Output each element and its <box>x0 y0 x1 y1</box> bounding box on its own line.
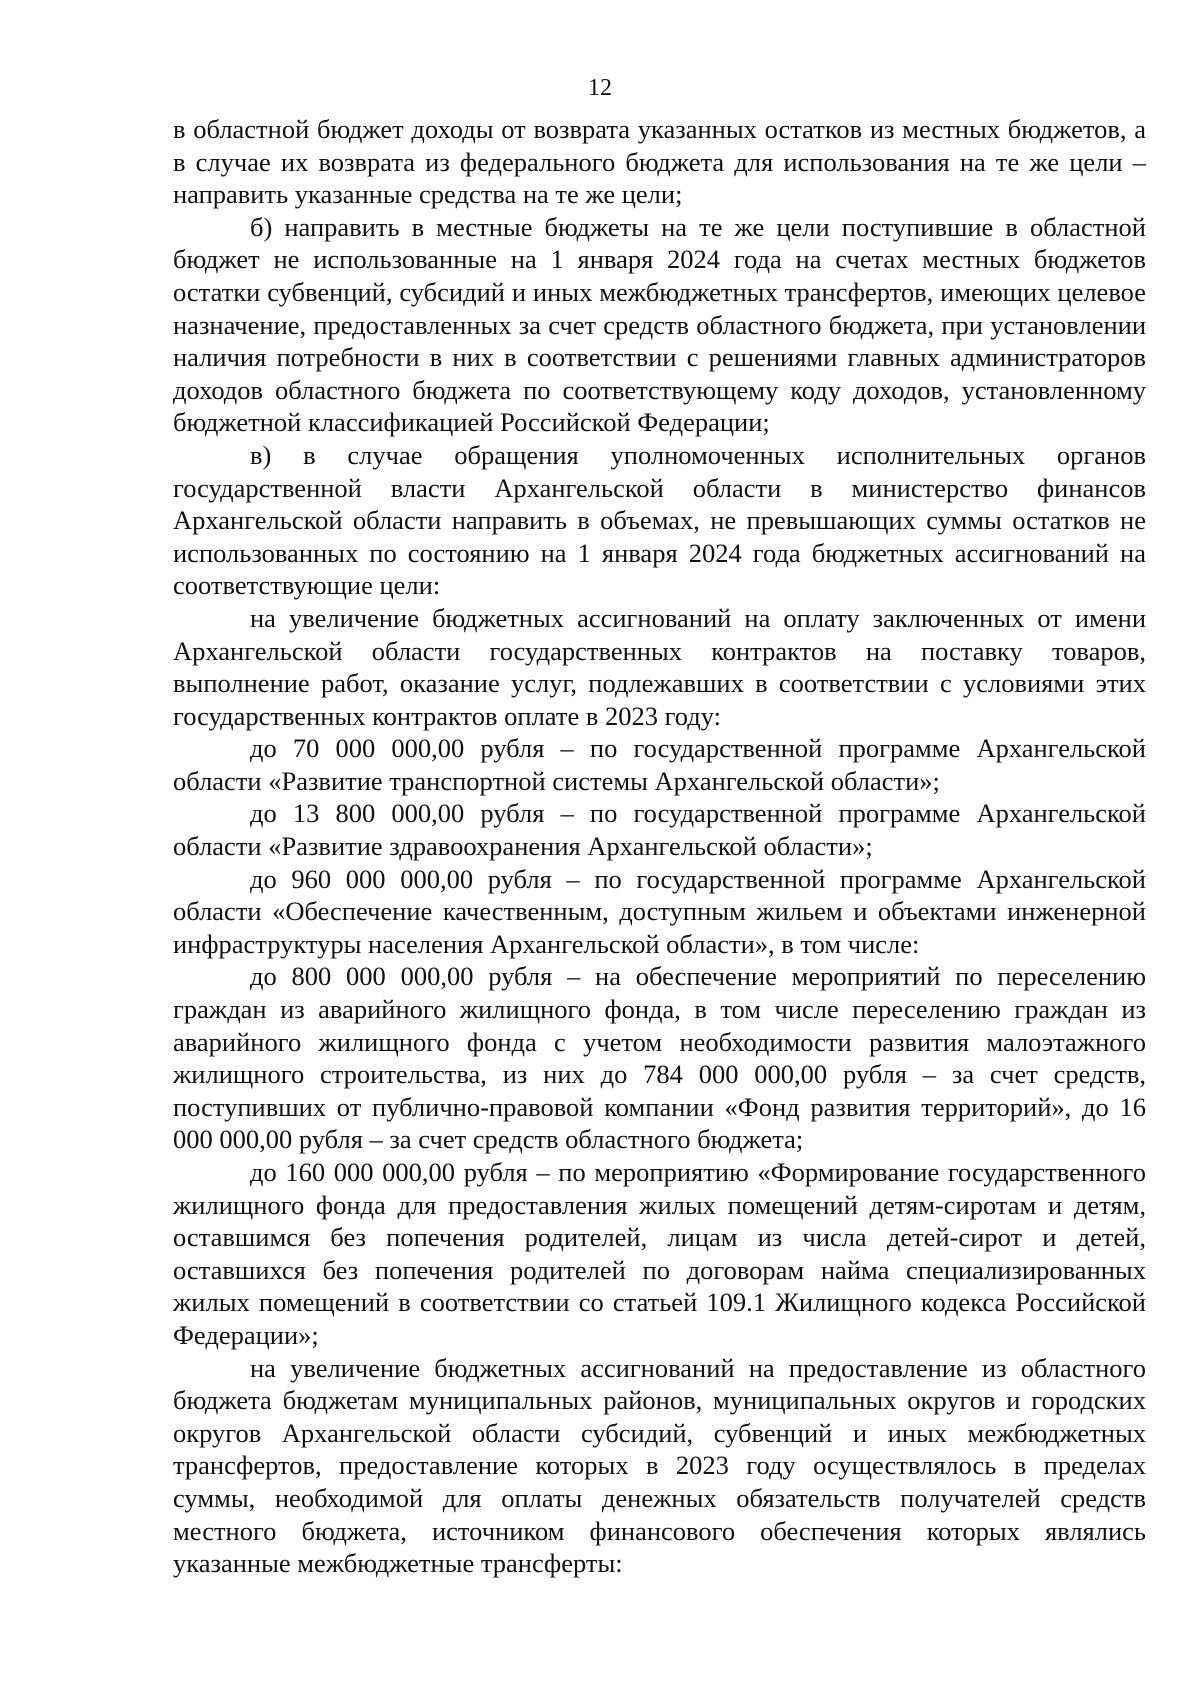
paragraph-transport: до 70 000 000,00 рубля – по государственной программе Архангельской области «Развитие транспортной системы Архангельской области»; <box>173 733 1146 796</box>
paragraph-v: в) в случае обращения уполномоченных исполнительных органов государственной власти Архангельской области в министерство финансов Архангельской области направить в объемах, не превышающих суммы остатков не использованных по состоянию на 1 января 2024 года бюджетных ассигнований на соответствующие цели: <box>173 439 1146 601</box>
paragraph-healthcare: до 13 800 000,00 рубля – по государственной программе Архангельской области «Развитие здравоохранения Архангельской области»; <box>173 798 1146 862</box>
paragraph-contracts: на увеличение бюджетных ассигнований на оплату заключенных от имени Архангельской области государственных контрактов на поставку товаров, выполнение работ, оказание услуг, подлежавших в соответствии с условиями этих государственных контрактов оплате в 2023 году: <box>173 602 1146 731</box>
page-number: 12 <box>588 75 612 101</box>
paragraph-resettlement: до 800 000 000,00 рубля – на обеспечение мероприятий по переселению граждан из аварийного жилищного фонда, в том числе переселению граждан из аварийного жилищного фонда с учетом необходимости развития малоэтажного жилищного строительства, из них до 784 000 000,00 рубля – за счет средств, поступивших от публично-правовой компании «Фонд развития территорий», до 16 000 000,00 рубля – за счет средств областного бюджета; <box>173 961 1146 1155</box>
paragraph-orphans-housing: до 160 000 000,00 рубля – по мероприятию «Формирование государственного жилищного фонда для предоставления жилых помещений детям-сиротам и детям, оставшимся без попечения родителей, лицам из числа детей-сирот и детей, оставшихся без попечения родителей по договорам найма специализированных жилых помещений в соответствии со статьей 109.1 Жилищного кодекса Российской Федерации»; <box>173 1157 1146 1350</box>
paragraph-housing: до 960 000 000,00 рубля – по государственной программе Архангельской области «Обеспечение качественным, доступным жильем и объектами инженерной инфраструктуры населения Архангельской области», в том числе: <box>173 863 1146 959</box>
document-body <box>173 113 1146 1580</box>
paragraph-b: б) направить в местные бюджеты на те же цели поступившие в областной бюджет не использованные на 1 января 2024 года на счетах местных бюджетов остатки субвенций, субсидий и иных межбюджетных трансфертов, имеющих целевое назначение, предоставленных за счет средств областного бюджета, при установлении наличия потребности в них в соответствии с решениями главных администраторов доходов областного бюджета по соответствующему коду доходов, установленному бюджетной классификацией Российской Федерации; <box>173 211 1146 438</box>
paragraph-municipal-transfers: на увеличение бюджетных ассигнований на предоставление из областного бюджета бюджетам муниципальных районов, муниципальных округов и городских округов Архангельской области субсидий, субвенций и иных межбюджетных трансфертов, предоставление которых в 2023 году осуществлялось в пределах суммы, необходимой для оплаты денежных обязательств получателей средств местного бюджета, источником финансового обеспечения которых являлись указанные межбюджетные трансферты: <box>173 1352 1146 1579</box>
paragraph-continuation: в областной бюджет доходы от возврата указанных остатков из местных бюджетов, а в случае их возврата из федерального бюджета для использования на те же цели – направить указанные средства на те же цели; <box>173 114 1146 210</box>
